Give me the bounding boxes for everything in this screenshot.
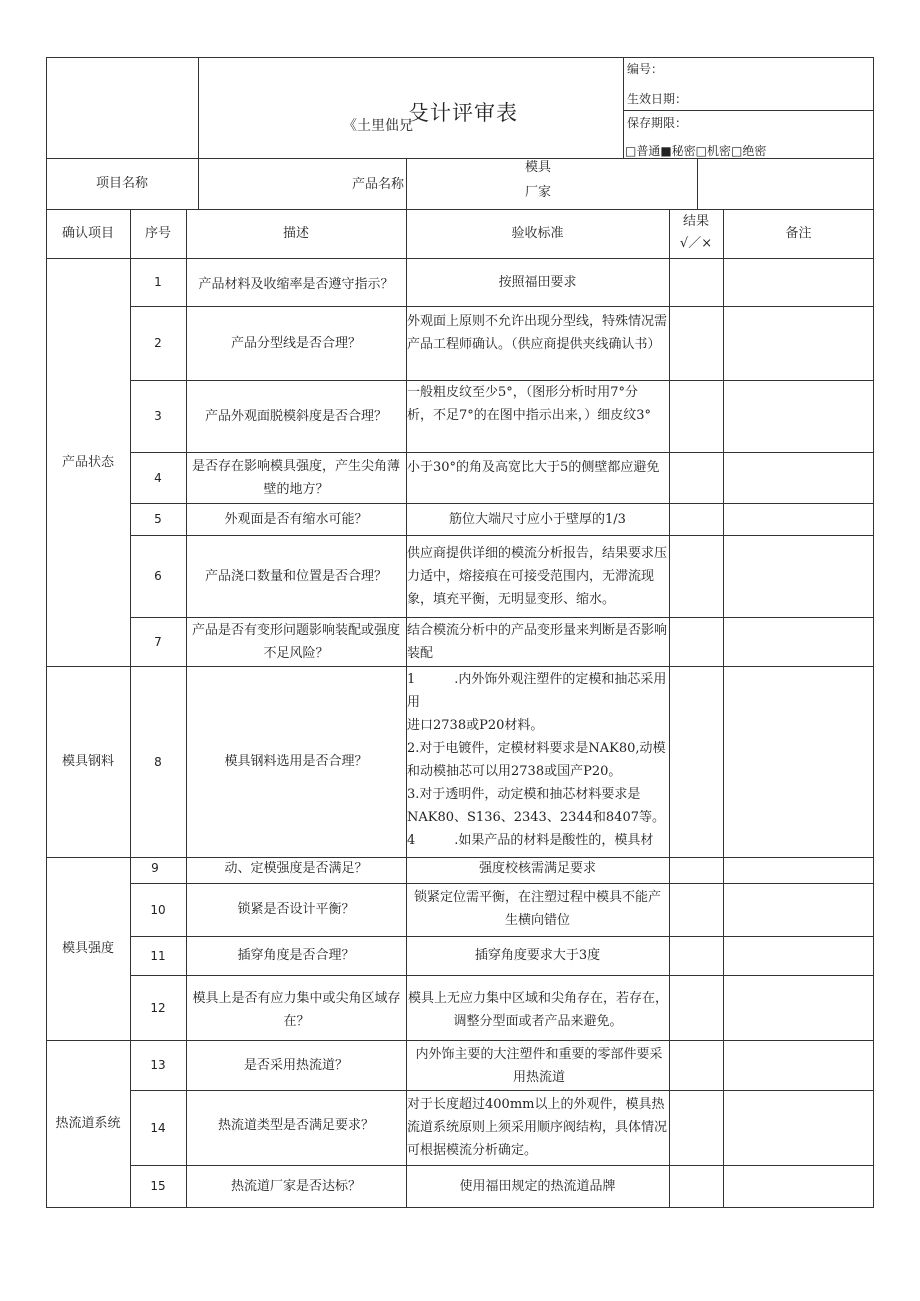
criteria-8-line: 用 [407, 695, 421, 710]
seq-4: 4 [154, 470, 162, 485]
document-code-label: 编号： [627, 62, 664, 76]
seq-9: 9 [151, 861, 159, 875]
criteria-9: 强度校核需满足要求 [478, 860, 596, 876]
desc-8: 模具钢料选用是否合理？ [224, 754, 368, 769]
desc-15: 热流道厂家是否达标？ [230, 1178, 361, 1194]
desc-6: 产品浇口数量和位置是否合理？ [204, 568, 387, 584]
seq-6: 6 [154, 569, 162, 583]
criteria-2: 外观面上原则不允许出现分型线，特殊情况需产品工程师确认。（供应商提供夹线确认书） [407, 314, 668, 352]
desc-13: 是否采用热流道？ [243, 1057, 348, 1073]
criteria-8 [407, 668, 669, 857]
col-result: 结果 √／× [679, 214, 713, 251]
desc-2: 产品分型线是否合理？ [230, 335, 361, 351]
col-seq: 序号 [144, 226, 171, 241]
desc-4: 是否存在影响模具强度，产生尖角薄壁的地方？ [191, 459, 400, 497]
criteria-10: 锁紧定位需平衡，在注塑过程中模具不能产生横向错位 [413, 890, 661, 928]
criteria-8-line: 1 .内外饰外观注塑件的定模和抽芯采用 [407, 672, 667, 687]
seq-15: 15 [150, 1179, 166, 1193]
desc-11: 插穿角度是否合理？ [237, 948, 355, 963]
criteria-11: 插穿角度要求大于3度 [474, 948, 601, 963]
seq-13: 13 [150, 1058, 166, 1072]
seq-1: 1 [154, 275, 162, 289]
criteria-15: 使用福田规定的热流道品牌 [459, 1178, 616, 1194]
product-name-label: 产品名称 [352, 177, 405, 192]
desc-10: 锁紧是否设计平衡？ [237, 902, 355, 917]
title-prefix: 《土里㑁兄 [343, 118, 413, 134]
criteria-7: 结合模流分析中的产品变形量来判断是否影响装配 [407, 623, 668, 661]
criteria-4: 小于30°的角及高宽比大于5的侧壁都应避免 [407, 460, 660, 475]
criteria-5: 筋位大端尺寸应小于壁厚的1/3 [449, 511, 626, 527]
criteria-14: 对于长度超过400mm以上的外观件，模具热流道系统原则上须采用顺序阀结构，具体情况可根据模流分析确定。 [407, 1097, 668, 1158]
criteria-13: 内外饰主要的大注塑件和重要的零部件要采用热流道 [415, 1047, 663, 1085]
seq-11: 11 [150, 948, 166, 963]
group-mold-steel: 模具钢料 [61, 754, 114, 769]
seq-2: 2 [154, 336, 162, 350]
criteria-3: 一般粗皮纹至少5°，（图形分析时用7°分析，不足7°的在图中指示出来，）细皮纹3° [407, 385, 652, 423]
group-hot-runner: 热流道系统 [55, 1116, 121, 1131]
page-title: 殳计评审表 [408, 101, 518, 125]
retention-period-label: 保存期限： [627, 116, 688, 130]
desc-9: 动、定模强度是否满足？ [224, 860, 368, 876]
criteria-8-line: 3.对于透明件，动定模和抽芯材料要求是 [407, 787, 641, 802]
desc-3: 产品外观面脱模斜度是否合理？ [204, 408, 387, 424]
col-confirm-item: 确认项目 [61, 226, 114, 241]
seq-8: 8 [154, 754, 162, 769]
seq-5: 5 [154, 512, 162, 526]
criteria-12: 模具上无应力集中区域和尖角存在，若存在，调整分型面或者产品来避免。 [407, 991, 668, 1029]
seq-14: 14 [150, 1120, 166, 1135]
desc-5: 外观面是否有缩水可能？ [224, 511, 368, 527]
col-description: 描述 [282, 226, 309, 241]
seq-12: 12 [150, 1000, 166, 1015]
desc-12: 模具上是否有应力集中或尖角区域存在？ [192, 991, 401, 1029]
group-mold-strength: 模具强度 [61, 941, 114, 956]
desc-14: 热流道类型是否满足要求？ [217, 1117, 374, 1133]
criteria-8-line: NAK80、S136、2343、2344和8407等。 [407, 810, 665, 825]
effective-date-label: 生效日期： [627, 92, 688, 106]
col-criteria: 验收标准 [511, 226, 564, 241]
confidentiality-level: □普通■秘密□机密□绝密 [625, 144, 767, 158]
desc-1: 产品材料及收缩率是否遵守指示？ [198, 276, 394, 292]
mold-label: 模具 [525, 160, 552, 175]
criteria-8-line: 2.对于电镀件，定模材料要求是NAK80,动模 [407, 741, 666, 756]
criteria-1: 按照福田要求 [498, 274, 577, 290]
criteria-8-line: 4 .如果产品的材料是酸性的，模具材 [407, 833, 654, 848]
factory-label: 厂家 [525, 185, 552, 200]
seq-10: 10 [150, 902, 166, 917]
criteria-8-line: 和动模抽芯可以用2738或国产P20。 [407, 764, 622, 779]
seq-7: 7 [154, 634, 162, 649]
project-name-label: 项目名称 [95, 176, 148, 191]
title-block [198, 57, 623, 158]
criteria-6: 供应商提供详细的模流分析报告，结果要求压力适中，熔接痕在可接受范围内，无滞流现象，填充平衡，无明显变形、缩水。 [407, 546, 668, 607]
group-product-status: 产品状态 [61, 454, 114, 470]
criteria-8-line: 进口2738或P20材料。 [407, 718, 544, 733]
seq-3: 3 [154, 409, 162, 423]
desc-7: 产品是否有变形问题影响装配或强度不足风险？ [191, 623, 400, 661]
col-remarks: 备注 [785, 226, 812, 241]
